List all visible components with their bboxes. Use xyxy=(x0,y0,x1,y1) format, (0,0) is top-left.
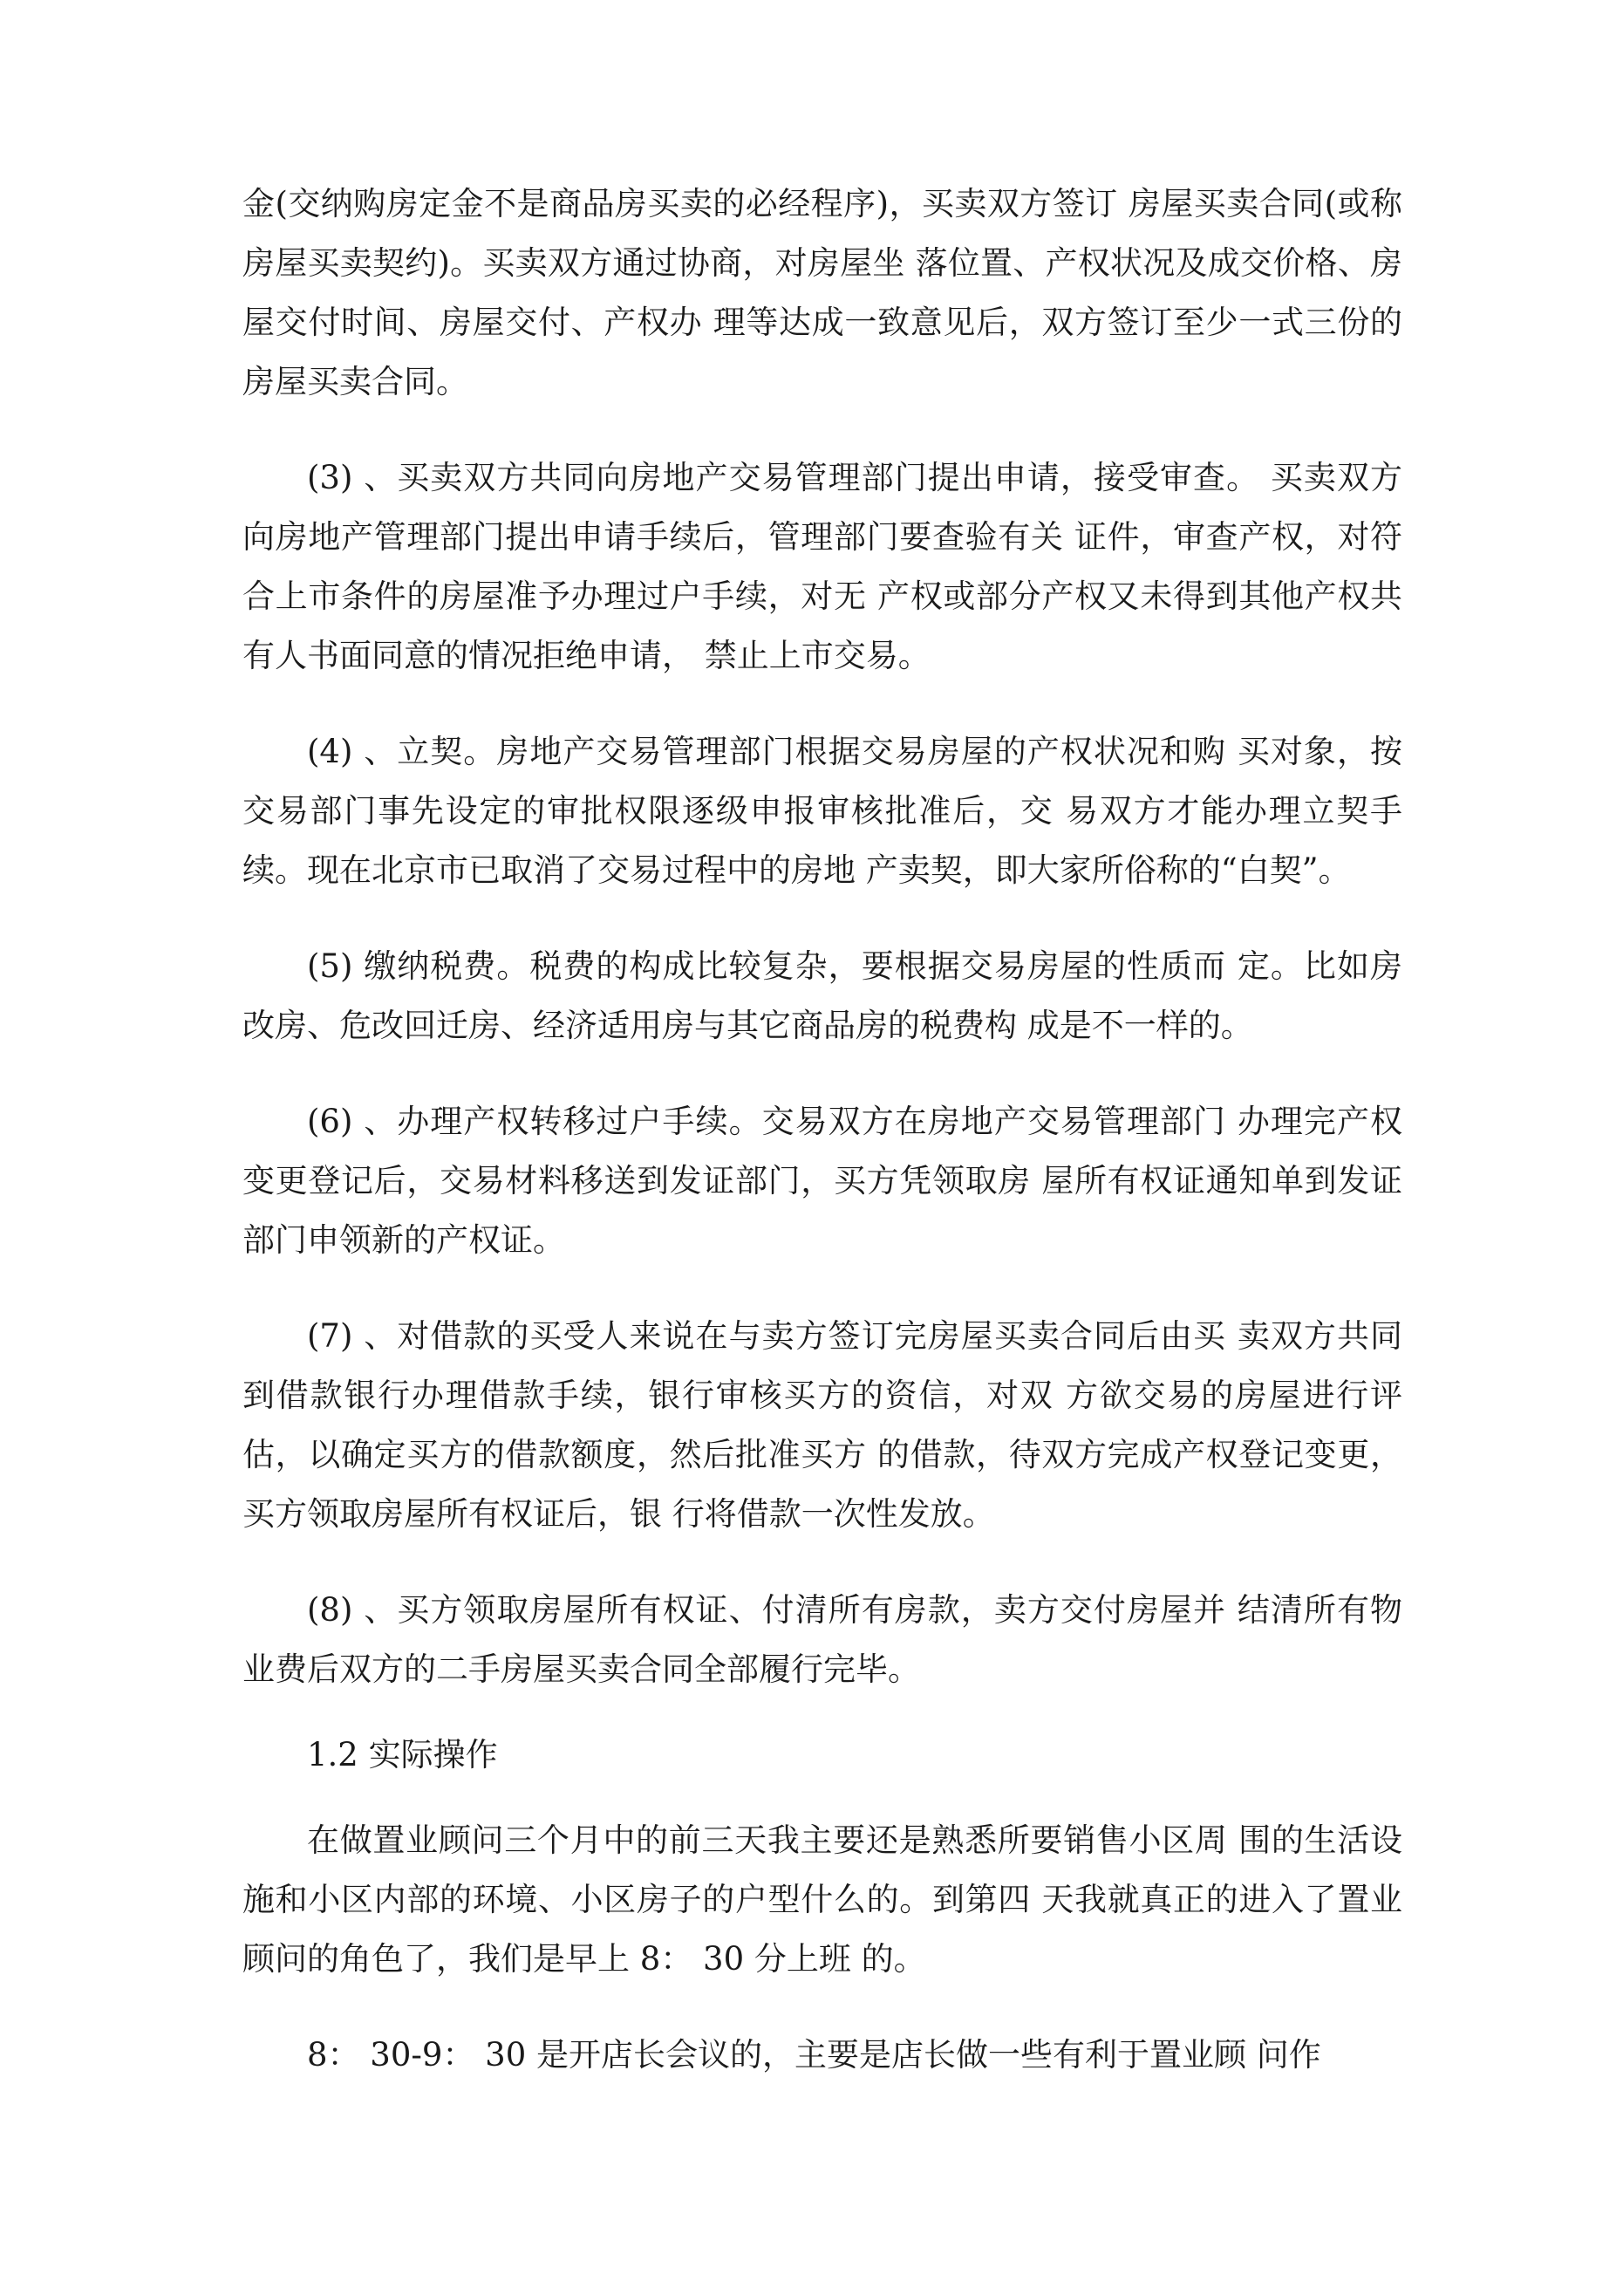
section-heading-practical-operation: 1.2 实际操作 xyxy=(307,1736,498,1773)
paragraph-morning-meeting: 8： 30-9： 30 是开店长会议的，主要是店长做一些有利于置业顾 问作 xyxy=(307,2036,1321,2074)
paragraph-step-8-completion: (8) 、买方领取房屋所有权证、付清所有房款，卖方交付房屋并 结清所有物业费后双方的二手房屋买卖合同全部履行完毕。 xyxy=(242,1591,1402,1688)
document-body xyxy=(242,174,1402,2122)
paragraph-step-3-application: (3) 、买卖双方共同向房地产交易管理部门提出申请，接受审查。 买卖双方向房地产管理部门提出申请手续后，管理部门要查验有关 证件，审查产权，对符合上市条件的房屋准予办理过户手续，对无 产权或部分产权又未得到其他产权共有人书面同意的情况拒绝申请， 禁止上市交易。 xyxy=(242,459,1402,674)
paragraph-contract-signing: 金(交纳购房定金不是商品房买卖的必经程序)，买卖双方签订 房屋买卖合同(或称房屋买卖契约)。买卖双方通过协商，对房屋坐 落位置、产权状况及成交价格、房屋交付时间、房屋交付、产权办 理等达成一致意见后，双方签订至少一式三份的房屋买卖合同。 xyxy=(242,185,1402,400)
paragraph-step-4-deed: (4) 、立契。房地产交易管理部门根据交易房屋的产权状况和购 买对象，按交易部门事先设定的审批权限逐级申报审核批准后，交 易双方才能办理立契手续。现在北京市已取消了交易过程中的房地 产卖契，即大家所俗称的“白契”。 xyxy=(242,733,1402,889)
paragraph-step-5-taxes: (5) 缴纳税费。税费的构成比较复杂，要根据交易房屋的性质而 定。比如房改房、危改回迁房、经济适用房与其它商品房的税费构 成是不一样的。 xyxy=(242,947,1402,1044)
paragraph-step-6-transfer: (6) 、办理产权转移过户手续。交易双方在房地产交易管理部门 办理完产权变更登记后，交易材料移送到发证部门，买方凭领取房 屋所有权证通知单到发证部门申领新的产权证。 xyxy=(242,1103,1402,1259)
paragraph-first-days: 在做置业顾问三个月中的前三天我主要还是熟悉所要销售小区周 围的生活设施和小区内部的环境、小区房子的户型什么的。到第四 天我就真正的进入了置业顾问的角色了，我们是早上 8： 30 分上班 的。 xyxy=(242,1821,1402,1978)
paragraph-step-7-loan: (7) 、对借款的买受人来说在与卖方签订完房屋买卖合同后由买 卖双方共同到借款银行办理借款手续，银行审核买方的资信，对双 方欲交易的房屋进行评估，以确定买方的借款额度，然后批准买方 的借款，待双方完成产权登记变更，买方领取房屋所有权证后，银 行将借款一次性发放。 xyxy=(242,1317,1402,1533)
